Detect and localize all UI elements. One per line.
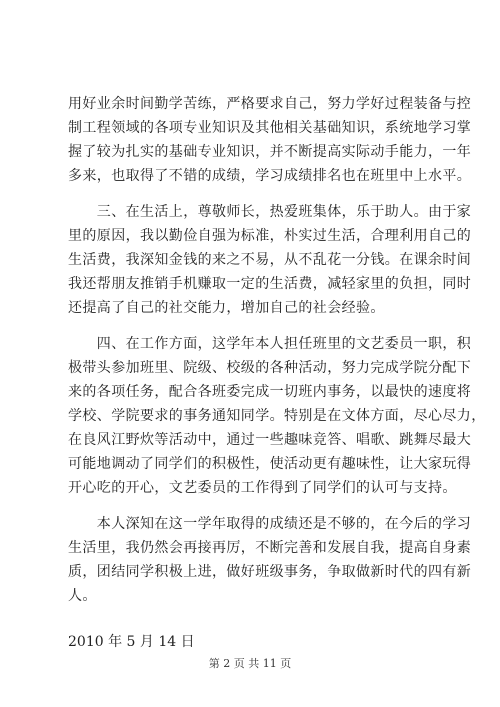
body-line: 质，团结同学积极上进，做好班级事务，争取做新时代的四有新 [68,564,472,580]
body-line: 人。 [68,588,97,604]
body-line: 生活里，我仍然会再接再厉，不断完善和发展自我，提高自身素 [68,540,472,556]
body-line: 本人深知在这一学年取得的成绩还是不够的，在今后的学习 [68,516,472,532]
body-line: 来的各项任务，配合各班委完成一切班内事务，以最快的速度将 [68,384,472,400]
body-line: 握了较为扎实的基础专业知识，并不断提高实际动手能力，一年 [68,144,472,160]
body-line: 多来，也取得了不错的成绩，学习成绩排名也在班里中上水平。 [68,168,472,184]
document-date: 2010 年 5 月 14 日 [68,634,195,650]
body-line: 还提高了自己的社交能力，增加自己的社会经验。 [68,300,385,316]
body-line: 四、在工作方面，这学年本人担任班里的文艺委员一职，积 [68,336,472,352]
paragraph-gap [68,320,432,332]
body-line: 开心吃的开心，文艺委员的工作得到了同学们的认可与支持。 [68,480,457,496]
body-line: 三、在生活上，尊敬师长，热爱班集体，乐于助人。由于家 [68,204,472,220]
body-line: 里的原因，我以勤俭自强为标准，朴实过生活，合理利用自己的 [68,228,472,244]
paragraph-gap [68,188,432,200]
body-line: 学校、学院要求的事务通知同学。特别是在文体方面，尽心尽力， [68,408,486,424]
body-line: 在良风江野炊等活动中，通过一些趣味竞答、唱歌、跳舞尽最大 [68,432,472,448]
body-line: 我还帮朋友推销手机赚取一定的生活费，减轻家里的负担，同时 [68,276,472,292]
body-line: 生活费，我深知金钱的来之不易，从不乱花一分钱。在课余时间 [68,252,472,268]
body-line: 制工程领域的各项专业知识及其他相关基础知识，系统地学习掌 [68,120,472,136]
page-footer: 第 2 页 共 11 页 [208,657,292,670]
body-line: 用好业余时间勤学苦练，严格要求自己，努力学好过程装备与控 [68,96,472,112]
paragraph-gap [68,500,432,512]
paragraph-gap [68,608,432,620]
document-body [68,92,486,654]
body-line: 极带头参加班里、院级、校级的各种活动，努力完成学院分配下 [68,360,472,376]
body-line: 可能地调动了同学们的积极性，使活动更有趣味性，让大家玩得 [68,456,472,472]
